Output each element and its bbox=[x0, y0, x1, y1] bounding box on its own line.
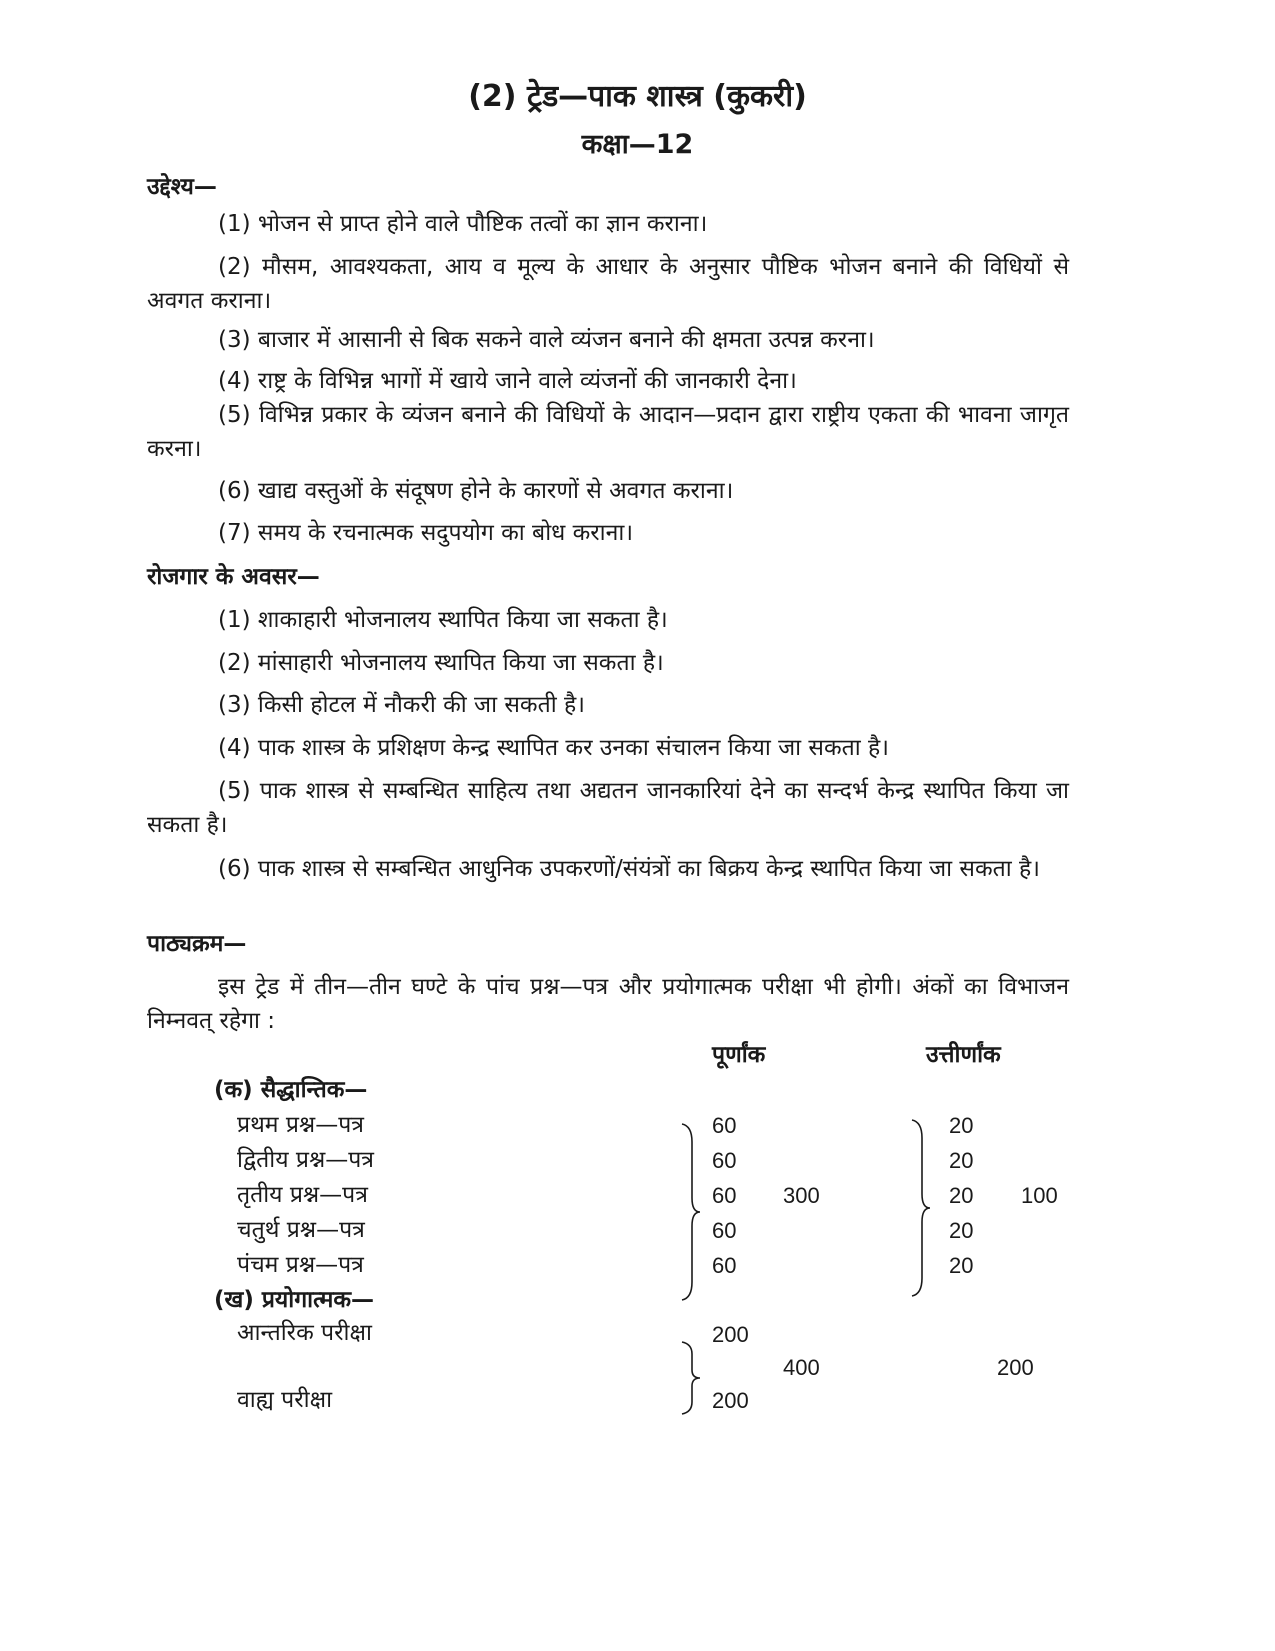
paper-pass-marks: 20 bbox=[949, 1218, 974, 1243]
objective-item: (7) समय के रचनात्मक सदुपयोग का बोध कराना। bbox=[218, 520, 634, 546]
theory-full-total: 300 bbox=[783, 1183, 820, 1208]
column-header-pass-marks: उत्तीर्णांक bbox=[926, 1042, 1001, 1068]
objective-item: (6) खाद्य वस्तुओं के संदूषण होने के कारणों से अवगत कराना। bbox=[218, 478, 734, 504]
objectives-heading: उद्देश्य— bbox=[147, 174, 217, 200]
paper-full-marks: 60 bbox=[712, 1253, 737, 1278]
paper-full-marks: 60 bbox=[712, 1183, 737, 1208]
objective-item: (3) बाजार में आसानी से बिक सकने वाले व्यंजन बनाने की क्षमता उत्पन्न करना। bbox=[218, 327, 875, 353]
employment-item: (1) शाकाहारी भोजनालय स्थापित किया जा सकता है। bbox=[218, 607, 668, 633]
employment-item: (3) किसी होटल में नौकरी की जा सकती है। bbox=[218, 692, 585, 718]
paper-full-marks: 60 bbox=[712, 1218, 737, 1243]
practical-exam-name: आन्तरिक परीक्षा bbox=[237, 1320, 372, 1346]
employment-item: (6) पाक शास्त्र से सम्बन्धित आधुनिक उपकरणों/संयंत्रों का बिक्रय केन्द्र स्थापित किया जा सकता है। bbox=[218, 856, 1040, 882]
objective-item: (5) विभिन्न प्रकार के व्यंजन बनाने की विधियों के आदान—प्रदान द्वारा राष्ट्रीय एकता की भावना जागृत करना। bbox=[147, 402, 1069, 462]
paper-pass-marks: 20 bbox=[949, 1113, 974, 1138]
theory-label: (क) सैद्धान्तिक— bbox=[214, 1077, 368, 1103]
theory-pass-total: 100 bbox=[1021, 1183, 1058, 1208]
class-subtitle: कक्षा—12 bbox=[581, 129, 694, 160]
objective-item: (2) मौसम, आवश्यकता, आय व मूल्य के आधार के अनुसार पौष्टिक भोजन बनाने की विधियों से अवगत कराना। bbox=[147, 254, 1069, 314]
employment-item: (4) पाक शास्त्र के प्रशिक्षण केन्द्र स्थापित कर उनका संचालन किया जा सकता है। bbox=[218, 735, 889, 761]
practical-full-marks: 200 bbox=[712, 1322, 749, 1347]
paper-pass-marks: 20 bbox=[949, 1148, 974, 1173]
practical-full-marks: 200 bbox=[712, 1388, 749, 1413]
practical-pass-total: 200 bbox=[997, 1355, 1034, 1380]
syllabus-intro: इस ट्रेड में तीन—तीन घण्टे के पांच प्रश्न—पत्र और प्रयोगात्मक परीक्षा भी होगी। अंकों का विभाजन निम्नवत् रहेगा : bbox=[147, 974, 1069, 1034]
employment-heading: रोजगार के अवसर— bbox=[147, 564, 320, 590]
page-title: (2) ट्रेड—पाक शास्त्र (कुकरी) bbox=[468, 79, 807, 114]
paper-name: द्वितीय प्रश्न—पत्र bbox=[237, 1147, 375, 1173]
practical-full-total: 400 bbox=[783, 1355, 820, 1380]
practical-full-brace bbox=[676, 1340, 702, 1416]
objective-item: (1) भोजन से प्राप्त होने वाले पौष्टिक तत्वों का ज्ञान कराना। bbox=[218, 211, 708, 237]
paper-full-marks: 60 bbox=[712, 1148, 737, 1173]
practical-exam-name: वाह्य परीक्षा bbox=[237, 1387, 333, 1413]
theory-full-brace bbox=[676, 1122, 702, 1302]
paper-name: प्रथम प्रश्न—पत्र bbox=[237, 1112, 364, 1138]
syllabus-heading: पाठ्यक्रम— bbox=[147, 931, 247, 957]
paper-pass-marks: 20 bbox=[949, 1253, 974, 1278]
paper-name: पंचम प्रश्न—पत्र bbox=[237, 1252, 364, 1278]
paper-pass-marks: 20 bbox=[949, 1183, 974, 1208]
practical-label: (ख) प्रयोगात्मक— bbox=[214, 1287, 375, 1313]
column-header-full-marks: पूर्णांक bbox=[712, 1042, 766, 1068]
objective-item: (4) राष्ट्र के विभिन्न भागों में खाये जाने वाले व्यंजनों की जानकारी देना। bbox=[218, 368, 797, 394]
theory-pass-brace bbox=[906, 1118, 932, 1298]
paper-name: चतुर्थ प्रश्न—पत्र bbox=[237, 1217, 365, 1243]
employment-item: (2) मांसाहारी भोजनालय स्थापित किया जा सकता है। bbox=[218, 650, 664, 676]
paper-name: तृतीय प्रश्न—पत्र bbox=[237, 1182, 368, 1208]
employment-item: (5) पाक शास्त्र से सम्बन्धित साहित्य तथा अद्यतन जानकारियां देने का सन्दर्भ केन्द्र स्थापित किया जा सकता है। bbox=[147, 778, 1069, 838]
paper-full-marks: 60 bbox=[712, 1113, 737, 1138]
